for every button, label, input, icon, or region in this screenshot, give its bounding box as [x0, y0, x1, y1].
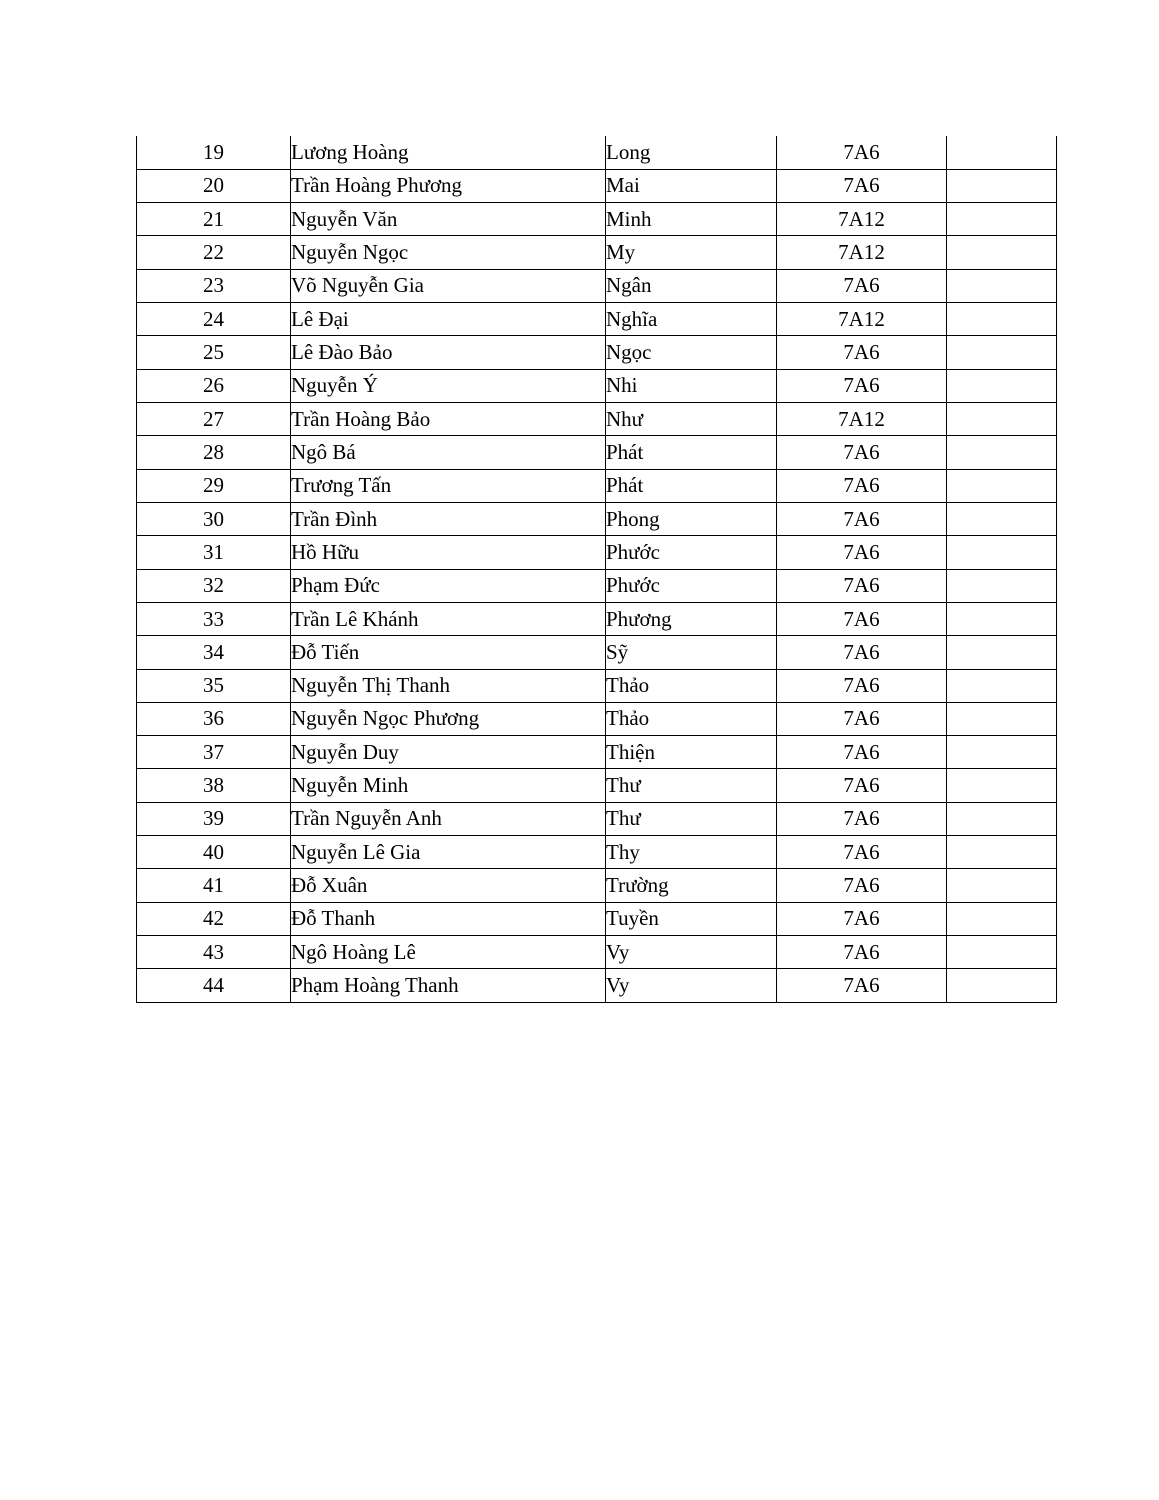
given-name: Ngọc	[606, 336, 777, 369]
row-number: 41	[137, 869, 291, 902]
class-name: 7A6	[777, 802, 947, 835]
student-rows	[137, 136, 1057, 1002]
given-name: Thảo	[606, 702, 777, 735]
note-cell	[947, 736, 1057, 769]
given-name: Phương	[606, 602, 777, 635]
family-name: Ngô Bá	[291, 436, 606, 469]
given-name: Nhi	[606, 369, 777, 402]
family-name: Trương Tấn	[291, 469, 606, 502]
table-row	[137, 469, 1057, 502]
note-cell	[947, 469, 1057, 502]
table-row	[137, 502, 1057, 535]
table-row	[137, 136, 1057, 169]
family-name: Lương Hoàng	[291, 136, 606, 169]
given-name: Vy	[606, 969, 777, 1002]
note-cell	[947, 636, 1057, 669]
note-cell	[947, 336, 1057, 369]
class-name: 7A6	[777, 502, 947, 535]
family-name: Nguyễn Ý	[291, 369, 606, 402]
class-name: 7A6	[777, 902, 947, 935]
table-row	[137, 969, 1057, 1002]
given-name: Phát	[606, 469, 777, 502]
class-name: 7A6	[777, 536, 947, 569]
row-number: 22	[137, 236, 291, 269]
table-row	[137, 303, 1057, 336]
class-name: 7A6	[777, 169, 947, 202]
table-row	[137, 203, 1057, 236]
family-name: Đỗ Tiến	[291, 636, 606, 669]
note-cell	[947, 869, 1057, 902]
family-name: Hồ Hữu	[291, 536, 606, 569]
table-row	[137, 403, 1057, 436]
class-name: 7A6	[777, 636, 947, 669]
class-name: 7A6	[777, 469, 947, 502]
family-name: Trần Hoàng Phương	[291, 169, 606, 202]
family-name: Lê Đào Bảo	[291, 336, 606, 369]
family-name: Phạm Hoàng Thanh	[291, 969, 606, 1002]
row-number: 39	[137, 802, 291, 835]
family-name: Võ Nguyễn Gia	[291, 269, 606, 302]
row-number: 23	[137, 269, 291, 302]
note-cell	[947, 602, 1057, 635]
given-name: Thư	[606, 802, 777, 835]
note-cell	[947, 902, 1057, 935]
class-name: 7A6	[777, 736, 947, 769]
given-name: Ngân	[606, 269, 777, 302]
family-name: Trần Hoàng Bảo	[291, 403, 606, 436]
note-cell	[947, 802, 1057, 835]
row-number: 42	[137, 902, 291, 935]
row-number: 28	[137, 436, 291, 469]
row-number: 30	[137, 502, 291, 535]
table-row	[137, 169, 1057, 202]
class-name: 7A6	[777, 269, 947, 302]
class-name: 7A6	[777, 936, 947, 969]
row-number: 19	[137, 136, 291, 169]
class-name: 7A6	[777, 436, 947, 469]
class-name: 7A12	[777, 203, 947, 236]
table-row	[137, 269, 1057, 302]
table-row	[137, 802, 1057, 835]
class-name: 7A6	[777, 369, 947, 402]
family-name: Đỗ Xuân	[291, 869, 606, 902]
given-name: Phước	[606, 569, 777, 602]
row-number: 20	[137, 169, 291, 202]
family-name: Nguyễn Ngọc Phương	[291, 702, 606, 735]
note-cell	[947, 836, 1057, 869]
family-name: Trần Đình	[291, 502, 606, 535]
class-name: 7A12	[777, 303, 947, 336]
family-name: Trần Nguyễn Anh	[291, 802, 606, 835]
given-name: Vy	[606, 936, 777, 969]
family-name: Nguyễn Lê Gia	[291, 836, 606, 869]
given-name: Trường	[606, 869, 777, 902]
table-row	[137, 736, 1057, 769]
family-name: Nguyễn Thị Thanh	[291, 669, 606, 702]
given-name: Mai	[606, 169, 777, 202]
row-number: 34	[137, 636, 291, 669]
row-number: 36	[137, 702, 291, 735]
note-cell	[947, 702, 1057, 735]
given-name: My	[606, 236, 777, 269]
family-name: Nguyễn Văn	[291, 203, 606, 236]
row-number: 44	[137, 969, 291, 1002]
table-row	[137, 902, 1057, 935]
class-name: 7A6	[777, 669, 947, 702]
given-name: Phát	[606, 436, 777, 469]
given-name: Sỹ	[606, 636, 777, 669]
row-number: 29	[137, 469, 291, 502]
note-cell	[947, 769, 1057, 802]
given-name: Tuyền	[606, 902, 777, 935]
note-cell	[947, 536, 1057, 569]
table-row	[137, 869, 1057, 902]
class-name: 7A12	[777, 236, 947, 269]
given-name: Thy	[606, 836, 777, 869]
given-name: Phong	[606, 502, 777, 535]
table-row	[137, 536, 1057, 569]
row-number: 35	[137, 669, 291, 702]
row-number: 24	[137, 303, 291, 336]
note-cell	[947, 436, 1057, 469]
class-name: 7A6	[777, 602, 947, 635]
class-name: 7A6	[777, 836, 947, 869]
table-row	[137, 636, 1057, 669]
row-number: 38	[137, 769, 291, 802]
row-number: 40	[137, 836, 291, 869]
row-number: 33	[137, 602, 291, 635]
row-number: 21	[137, 203, 291, 236]
table-row	[137, 336, 1057, 369]
given-name: Như	[606, 403, 777, 436]
class-name: 7A12	[777, 403, 947, 436]
given-name: Long	[606, 136, 777, 169]
table-row	[137, 602, 1057, 635]
family-name: Lê Đại	[291, 303, 606, 336]
note-cell	[947, 236, 1057, 269]
table-row	[137, 436, 1057, 469]
given-name: Thiện	[606, 736, 777, 769]
given-name: Nghĩa	[606, 303, 777, 336]
row-number: 27	[137, 403, 291, 436]
table-row	[137, 236, 1057, 269]
note-cell	[947, 136, 1057, 169]
note-cell	[947, 669, 1057, 702]
table-row	[137, 669, 1057, 702]
table-row	[137, 936, 1057, 969]
row-number: 26	[137, 369, 291, 402]
family-name: Phạm Đức	[291, 569, 606, 602]
note-cell	[947, 203, 1057, 236]
row-number: 37	[137, 736, 291, 769]
note-cell	[947, 969, 1057, 1002]
table-row	[137, 369, 1057, 402]
note-cell	[947, 936, 1057, 969]
note-cell	[947, 569, 1057, 602]
row-number: 32	[137, 569, 291, 602]
family-name: Nguyễn Ngọc	[291, 236, 606, 269]
student-list-table	[136, 136, 1057, 1003]
note-cell	[947, 169, 1057, 202]
family-name: Trần Lê Khánh	[291, 602, 606, 635]
class-name: 7A6	[777, 569, 947, 602]
table-row	[137, 769, 1057, 802]
given-name: Thảo	[606, 669, 777, 702]
note-cell	[947, 369, 1057, 402]
table-row	[137, 836, 1057, 869]
class-name: 7A6	[777, 769, 947, 802]
class-name: 7A6	[777, 336, 947, 369]
family-name: Nguyễn Minh	[291, 769, 606, 802]
note-cell	[947, 403, 1057, 436]
table-row	[137, 702, 1057, 735]
given-name: Thư	[606, 769, 777, 802]
class-name: 7A6	[777, 702, 947, 735]
table-row	[137, 569, 1057, 602]
family-name: Ngô Hoàng Lê	[291, 936, 606, 969]
note-cell	[947, 269, 1057, 302]
class-name: 7A6	[777, 136, 947, 169]
given-name: Minh	[606, 203, 777, 236]
family-name: Nguyễn Duy	[291, 736, 606, 769]
class-name: 7A6	[777, 969, 947, 1002]
note-cell	[947, 303, 1057, 336]
given-name: Phước	[606, 536, 777, 569]
family-name: Đỗ Thanh	[291, 902, 606, 935]
note-cell	[947, 502, 1057, 535]
row-number: 31	[137, 536, 291, 569]
row-number: 25	[137, 336, 291, 369]
row-number: 43	[137, 936, 291, 969]
class-name: 7A6	[777, 869, 947, 902]
